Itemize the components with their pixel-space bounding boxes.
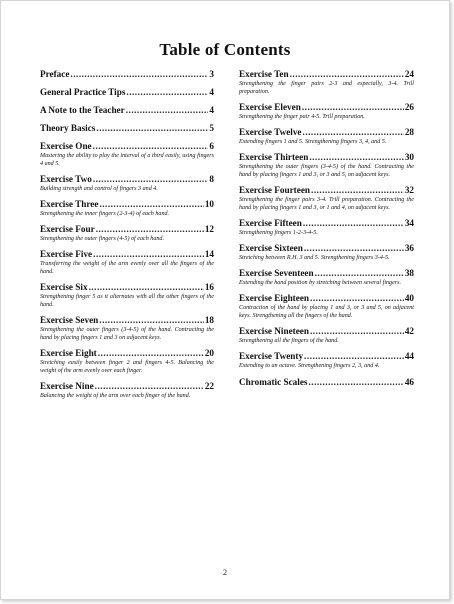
toc-entry-exercise-twenty [239, 351, 414, 370]
toc-entry-page: 8 [209, 174, 214, 184]
toc-entry-exercise-eighteen [239, 293, 414, 320]
toc-entry-page: 42 [404, 326, 414, 336]
toc-entry-exercise-sixteen [239, 243, 414, 262]
toc-entry-page: 34 [404, 218, 414, 228]
toc-entry-page: 44 [404, 351, 414, 361]
toc-entry-page: 5 [209, 123, 214, 133]
toc-entry-description: Strengthening the outer fingers (3-4-5) of the hand. Contracting the hand by placing fingers 1 and 3 on adjacent keys. [40, 327, 214, 341]
toc-entry-exercise-nine [40, 381, 214, 400]
toc-entry-title: Exercise Fourteen [239, 185, 311, 195]
toc-entry-title: Exercise Nineteen [239, 326, 309, 336]
toc-entry-exercise-eleven [239, 102, 414, 121]
toc-entry-title: Exercise Six [40, 282, 88, 292]
toc-entry-title: Exercise Five [40, 249, 93, 259]
toc-right-column [239, 69, 414, 388]
toc-entry-description: Stretching easily between finger 2 and fingers 4-5. Balancing the weight of the arm evenly over each finger. [40, 360, 214, 374]
toc-entry-exercise-eight [40, 348, 214, 375]
toc-entry-exercise-four [40, 224, 214, 243]
toc-entry-description: Strengthening finger 5 as it alternates with all the other fingers of the hand. [40, 294, 214, 308]
toc-entry-title: Exercise Eighteen [239, 293, 310, 303]
toc-entry-description: Strengthening the outer fingers (3-4-5) of the hand. Contracting the hand by placing fingers 1 and 3, or 3 and 5, on adjacent keys. [239, 164, 414, 178]
toc-entry-description: Strengthening the inner fingers (2-3-4) of each hand. [40, 211, 170, 217]
toc-entry-title: Exercise Fifteen [239, 218, 302, 228]
toc-entry-page: 4 [209, 87, 214, 97]
toc-entry-exercise-one [40, 141, 214, 168]
toc-entry-page: 28 [404, 127, 414, 137]
toc-entry-exercise-three [40, 199, 214, 218]
toc-entry-title: Exercise Eight [40, 348, 97, 358]
toc-entry-chromatic-scales [239, 377, 414, 388]
toc-entry-page: 20 [204, 348, 214, 358]
toc-entry-description: Balancing the weight of the arm over each finger of the hand. [40, 393, 191, 399]
toc-entry-page: 6 [209, 141, 214, 151]
toc-entry-page: 10 [204, 199, 214, 209]
toc-entry-page: 24 [404, 69, 414, 79]
toc-entry-page: 4 [209, 105, 214, 115]
toc-entry-title: Exercise Three [40, 199, 99, 209]
toc-entry-title: A Note to the Teacher [40, 105, 125, 115]
toc-entry-exercise-five [40, 249, 214, 276]
toc-entry-title: Exercise Seventeen [239, 268, 314, 278]
toc-entry-title: Exercise One [40, 141, 92, 151]
toc-entry-description: Mastering the ability to play the interval of a third easily, using fingers 4 and 5. [40, 153, 214, 167]
toc-entry-page: 12 [204, 224, 214, 234]
toc-entry-theory-basics [40, 123, 214, 134]
toc-entry-title: Exercise Nine [40, 381, 94, 391]
page-title: Table of Contents [159, 40, 291, 59]
toc-entry-title: Exercise Eleven [239, 102, 301, 112]
toc-entry-title: Exercise Thirteen [239, 152, 309, 162]
toc-entry-description: Extending the hand position by stretching between several fingers. [239, 280, 402, 286]
toc-entry-exercise-seventeen [239, 268, 414, 287]
toc-entry-title: Exercise Ten [239, 69, 289, 79]
toc-entry-description: Extending to an octave. Strengthening fingers 2, 3, and 4. [239, 363, 380, 369]
toc-entry-title: Exercise Four [40, 224, 95, 234]
toc-entry-exercise-fourteen [239, 185, 414, 212]
toc-entry-page: 18 [204, 315, 214, 325]
toc-entry-description: Extending fingers 1 and 5. Strengthening fingers 3, 4, and 5. [239, 139, 387, 145]
toc-entry-title: Theory Basics [40, 123, 96, 133]
toc-entry-page: 30 [404, 152, 414, 162]
toc-entry-exercise-six [40, 282, 214, 309]
toc-entry-general-practice-tips [40, 87, 214, 98]
toc-entry-title: Preface [40, 69, 70, 79]
toc-entry-description: Contraction of the hand by placing 1 and 3, or 3 and 5, on adjacent keys. Strengthening all the fingers of the hand. [239, 305, 414, 319]
toc-entry-page: 14 [204, 249, 214, 259]
toc-entry-page: 3 [209, 69, 214, 79]
toc-entry-exercise-fifteen [239, 218, 414, 237]
toc-entry-title: General Practice Tips [40, 87, 126, 97]
toc-entry-page: 36 [404, 243, 414, 253]
toc-entry-exercise-thirteen [239, 152, 414, 179]
toc-entry-page: 32 [404, 185, 414, 195]
toc-entry-exercise-twelve [239, 127, 414, 146]
toc-entry-page: 16 [204, 282, 214, 292]
toc-left-column [40, 69, 214, 400]
toc-entry-page: 46 [404, 377, 414, 387]
toc-entry-exercise-seven [40, 315, 214, 342]
toc-entry-description: Strengthening fingers 1-2-3-4-5. [239, 230, 318, 236]
toc-entry-page: 40 [404, 293, 414, 303]
toc-entry-title: Exercise Twelve [239, 127, 302, 137]
toc-entry-description: Strengthening the finger pairs 2-3 and especially, 3-4. Trill preparation. [239, 81, 414, 95]
toc-entry-exercise-ten [239, 69, 414, 96]
toc-entry-description: Strengthening the finger pairs 3-4. Trill preparation. Contracting the hand by placing fingers 1 and 3, or 1 and 4, on adjacent keys. [239, 197, 414, 211]
toc-entry-exercise-two [40, 174, 214, 193]
page-number: 2 [223, 568, 227, 577]
toc-entry-note-to-teacher [40, 105, 214, 116]
toc-entry-description: Transferring the weight of the arm evenly over all the fingers of the hand. [40, 261, 214, 275]
toc-entry-description: Building strength and control of fingers 3 and 4. [40, 186, 158, 192]
toc-entry-title: Exercise Twenty [239, 351, 304, 361]
toc-entry-description: Strengthening the outer fingers (4-5) of each hand. [40, 236, 164, 242]
toc-entry-description: Stretching between R.H. 3 and 5. Strengthening fingers 3-4-5. [239, 255, 390, 261]
toc-entry-description: Strengthening the finger pair 4-5. Trill preparation. [239, 114, 365, 120]
toc-entry-title: Chromatic Scales [239, 377, 308, 387]
toc-entry-page: 38 [404, 268, 414, 278]
toc-entry-preface [40, 69, 214, 80]
toc-entry-title: Exercise Sixteen [239, 243, 303, 253]
toc-entry-exercise-nineteen [239, 326, 414, 345]
toc-entry-title: Exercise Two [40, 174, 92, 184]
toc-entry-page: 22 [204, 381, 214, 391]
toc-entry-page: 26 [404, 102, 414, 112]
toc-entry-title: Exercise Seven [40, 315, 99, 325]
toc-entry-description: Strengthening all the fingers of the hand. [239, 338, 339, 344]
